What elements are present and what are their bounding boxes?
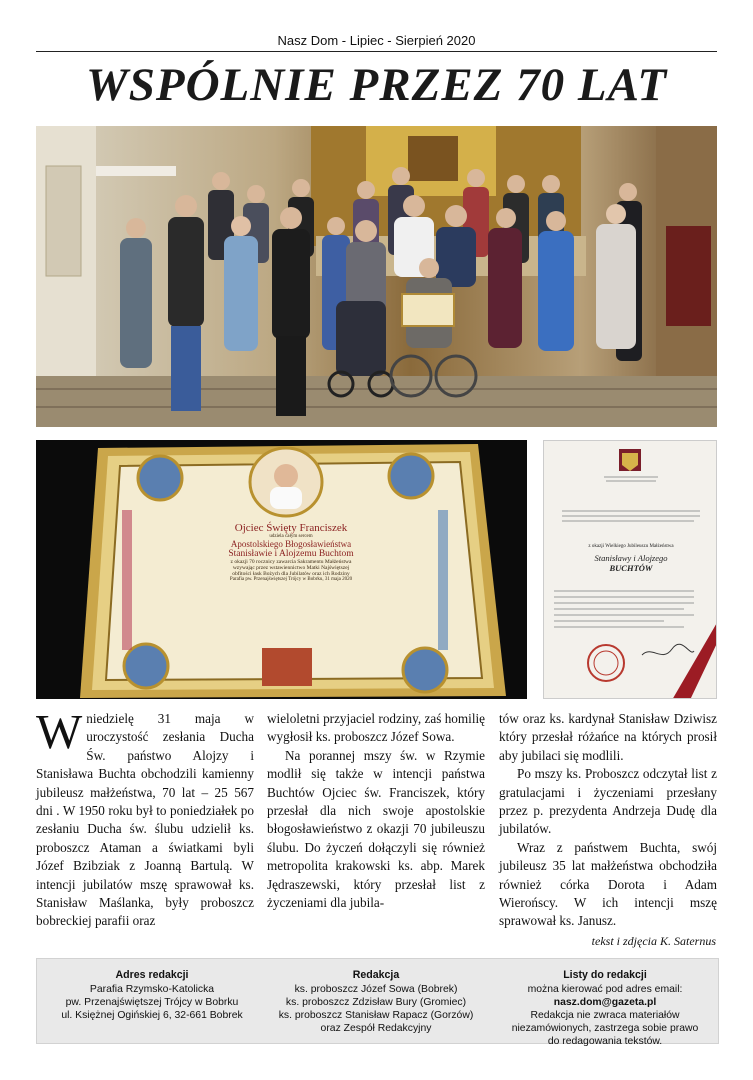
footer-address bbox=[37, 969, 267, 1022]
issue-header: Nasz Dom - Lipiec - Sierpień 2020 bbox=[277, 33, 476, 48]
footer-letters-line: niezamówionych, zastrzega sobie prawo bbox=[511, 1023, 699, 1034]
letter-text bbox=[550, 544, 712, 573]
page-title: WSPÓLNIE PRZEZ 70 LAT bbox=[85, 59, 668, 111]
article-text: niedzielę 31 maja w uroczystość zesłania Ducha Św. państwo Alojzy i Stanisława Buchta obchodzili kamienny jubileusz małżeństwa, 70 lat – 25 567 dni . W 1950 roku był to poniedziałek po zesłaniu Ducha św. ślubu udzielił ks. proboszcz Ataman a światkami byli Józef Bzibziak z Joanną Bartulą. W intencji jubilatów mszę sprawował ks. Stanisław Maślanka, były proboszcz bobreckiej parafii oraz bbox=[36, 711, 254, 929]
article-paragraph: wieloletni przyjaciel rodziny, zaś homilię wygłosił ks. proboszcz Józef Sowa. bbox=[267, 711, 485, 745]
footer-editorial-line: ks. proboszcz Stanisław Rapacz (Gorzów) bbox=[278, 1010, 474, 1021]
footer-letters-heading: Listy do redakcji bbox=[563, 969, 647, 981]
drop-cap: W bbox=[36, 704, 83, 759]
group-photo-illustration bbox=[36, 126, 717, 427]
footer-letters-line: można kierować pod adres email: bbox=[527, 984, 683, 995]
footer-letters-line: do redagowania tekstów. bbox=[547, 1036, 663, 1047]
footer-editorial-line: ks. proboszcz Józef Sowa (Bobrek) bbox=[294, 984, 458, 995]
footer-editorial-heading: Redakcja bbox=[352, 969, 400, 981]
letter-line-3: BUCHTÓW bbox=[609, 563, 653, 573]
cert-line-2: udziela całym sercem bbox=[269, 534, 313, 539]
cert-line-3: Apostolskiego Błogosławieństwa bbox=[230, 539, 352, 549]
footer-letters bbox=[493, 969, 717, 1048]
article-paragraph: Na porannej mszy św. w Rzymie modlił się także w intencji państwa Buchtów Ojciec św. Franciszek, który przesłał dla nich swoje apostolskie błogosławieństwo z okazji 70 jubileuszu ślubu. Do życzeń dołączyli się również metropolita krakowski ks. abp. Marek Jędraszewski, który przesłał list z życzeniami dla jubila- bbox=[267, 747, 485, 911]
header-rule bbox=[36, 51, 717, 52]
footer-editorial bbox=[259, 969, 493, 1035]
cert-line-4: Stanisławie i Alojzemu Buchtom bbox=[228, 549, 354, 559]
footer-address-line: ul. Księżnej Ogińskiej 6, 32-661 Bobrek bbox=[61, 1010, 243, 1021]
editorial-footer bbox=[36, 958, 719, 1047]
archbishop-letter-photo bbox=[543, 440, 717, 699]
article-column-3 bbox=[499, 710, 717, 931]
footer-address-line: Parafia Rzymsko-Katolicka bbox=[89, 984, 215, 995]
footer-email-link[interactable]: nasz.dom@gazeta.pl bbox=[553, 997, 657, 1008]
group-photo bbox=[36, 126, 717, 427]
article-paragraph bbox=[36, 704, 254, 931]
letter-line-2: Stanisławy i Alojzego bbox=[594, 553, 668, 563]
footer-editorial-line: ks. proboszcz Zdzisław Bury (Gromiec) bbox=[285, 997, 467, 1008]
footer-editorial-line: oraz Zespół Redakcyjny bbox=[320, 1023, 432, 1034]
certificate-text bbox=[156, 522, 426, 582]
cert-line-7: obfitości łask Bożych dla Jubilatów oraz ich Rodziny bbox=[232, 571, 350, 577]
letter-line-1: z okazji Wielkiego Jubileuszu Małżeństwa bbox=[588, 544, 674, 549]
footer-address-line: pw. Przenajświętszej Trójcy w Bobrku bbox=[65, 997, 239, 1008]
article-column-1 bbox=[36, 704, 254, 931]
footer-letters-line: Redakcja nie zwraca materiałów bbox=[530, 1010, 680, 1021]
cert-line-6: wzywając przez wstawiennictwo Matki Najświętszej bbox=[232, 565, 350, 571]
article-paragraph: Po mszy ks. Proboszcz odczytał list z gratulacjami i życzeniami przesłany przez p. prezydenta Andrzeja Dudę dla jubilatów. bbox=[499, 766, 717, 837]
article-paragraph: Wraz z państwem Buchta, swój jubileusz 35 lat małżeństwa obchodziła również córka Dorota i Adam Wierońscy. W ich intencji mszę sprawował ks. Janusz. bbox=[499, 839, 717, 929]
article-paragraph: tów oraz ks. kardynał Stanisław Dziwisz który przesłał różańce na których prosił aby jubilaci się modlili. bbox=[499, 711, 717, 763]
article-column-2 bbox=[267, 710, 485, 912]
papal-blessing-photo bbox=[36, 440, 527, 699]
cert-line-8: Parafia pw. Przenajświętszej Trójcy w Bobrku, 31 maja 2020 bbox=[229, 577, 353, 582]
photo-credit: tekst i zdjęcia K. Saternus bbox=[591, 934, 716, 948]
footer-address-heading: Adres redakcji bbox=[115, 969, 189, 981]
cert-line-1: Ojciec Święty Franciszek bbox=[234, 522, 348, 534]
cert-line-5: z okazji 70 rocznicy zawarcia Sakramentu Małżeństwa bbox=[230, 559, 352, 565]
